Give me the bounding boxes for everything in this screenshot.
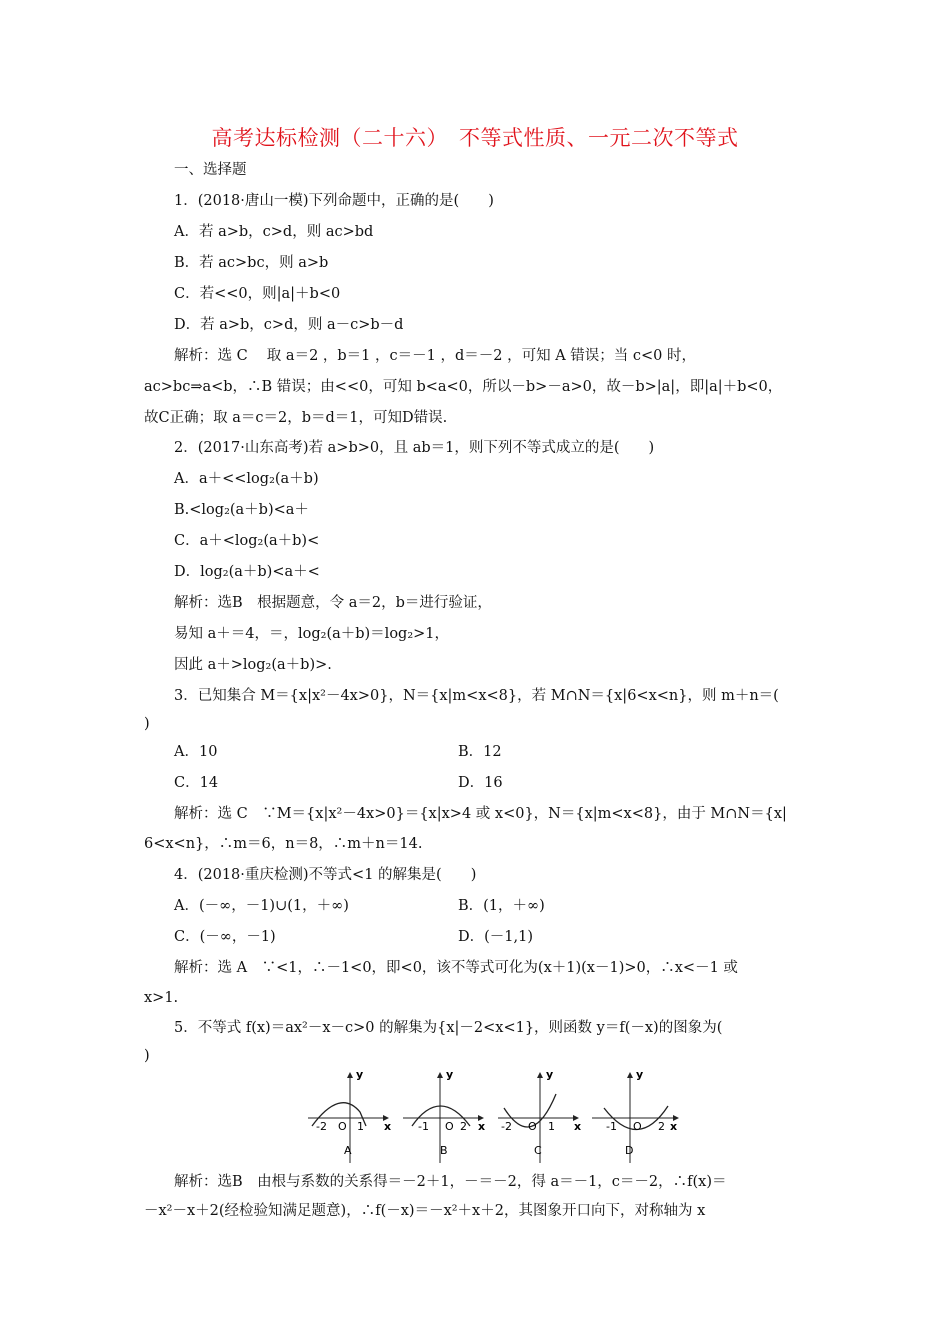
q2-solution-line: 因此 a＋>log₂(a＋b)>.: [174, 657, 332, 673]
panel-caption: D: [625, 1144, 634, 1157]
tick-label: O: [445, 1120, 454, 1133]
graph-panel-a: [308, 1068, 391, 1163]
q2-stem: 2．(2017·山东高考)若 a>b>0，且 ab＝1，则下列不等式成立的是( ): [174, 440, 655, 456]
q1-solution-line: 解析：选 C 取 a＝2 ，b＝1 ，c＝－1 ，d＝－2 ，可知 A 错误；当 c<0 时，: [174, 348, 696, 364]
q3-solution-line: 解析：选 C ∵M＝{x|x²－4x>0}＝{x|x>4 或 x<0}，N＝{x|m<x<8}，由于 M∩N＝{x|: [174, 806, 787, 822]
tick-label: -2: [316, 1120, 327, 1133]
q5-solution-line: 解析：选B 由根与系数的关系得＝－2＋1，－＝－2，得 a＝－1，c＝－2，∴f(x)＝: [174, 1174, 727, 1190]
tick-label: 2: [658, 1120, 665, 1133]
q1-option-a: A．若 a>b，c>d，则 ac>bd: [174, 224, 374, 240]
tick-label: -1: [418, 1120, 429, 1133]
q4-option-d: D．(－1,1): [458, 929, 533, 945]
tick-label: -2: [501, 1120, 512, 1133]
q2-option-d: D．log₂(a＋b)<a＋<: [174, 564, 320, 580]
q3-stem-cont: ): [144, 716, 150, 732]
section-heading: 一、选择题: [174, 162, 247, 178]
y-axis-label: y: [356, 1068, 364, 1081]
q4-stem: 4．(2018·重庆检测)不等式<1 的解集是( ): [174, 867, 477, 883]
q1-solution-line: ac>bc⇒a<b，∴B 错误；由<<0，可知 b<a<0，所以－b>－a>0，故－b>|a|，即|a|＋b<0，: [144, 379, 783, 395]
graph-panel-c: [498, 1068, 581, 1163]
q4-option-b: B．(1，＋∞): [458, 898, 545, 914]
q1-solution-line: 故C正确；取 a＝c＝2，b＝d＝1，可知D错误.: [144, 410, 448, 426]
tick-label: 1: [357, 1120, 364, 1133]
q1-option-c: C．若<<0，则|a|＋b<0: [174, 286, 341, 302]
q4-solution-line: 解析：选 A ∵<1，∴－1<0，即<0，该不等式可化为(x＋1)(x－1)>0，∴x<－1 或: [174, 960, 738, 976]
tick-label: 2: [460, 1120, 467, 1133]
y-axis-label: y: [636, 1068, 644, 1081]
q3-stem: 3．已知集合 M＝{x|x²－4x>0}，N＝{x|m<x<8}，若 M∩N＝{x|6<x<n}，则 m＋n＝(: [174, 688, 779, 704]
q1-stem: 1．(2018·唐山一模)下列命题中，正确的是( ): [174, 193, 494, 209]
q5-figure: [300, 1068, 695, 1168]
q5-graphs-svg: [300, 1068, 695, 1168]
q5-solution-line: －x²－x＋2(经检验知满足题意)，∴f(－x)＝－x²＋x＋2，其图象开口向下，对称轴为 x: [144, 1203, 706, 1219]
tick-label: -1: [606, 1120, 617, 1133]
tick-label: O: [633, 1120, 642, 1133]
q3-option-d: D．16: [458, 775, 503, 791]
page-title: 高考达标检测（二十六） 不等式性质、一元二次不等式: [211, 126, 739, 150]
graph-panel-d: [592, 1068, 678, 1163]
q1-option-d: D．若 a>b，c>d，则 a－c>b－d: [174, 317, 404, 333]
tick-label: 1: [548, 1120, 555, 1133]
tick-label: O: [528, 1120, 537, 1133]
q4-option-a: A．(－∞，－1)∪(1，＋∞): [174, 898, 349, 914]
q4-option-c: C．(－∞，－1): [174, 929, 276, 945]
panel-caption: B: [440, 1144, 448, 1157]
q3-option-a: A．10: [174, 744, 218, 760]
q2-solution-line: 解析：选B 根据题意，令 a＝2，b＝进行验证，: [174, 595, 492, 611]
x-axis-label: x: [670, 1120, 678, 1133]
panel-caption: C: [534, 1144, 542, 1157]
q3-solution-line: 6<x<n}，∴m＝6，n＝8，∴m＋n＝14.: [144, 836, 423, 852]
tick-label: O: [338, 1120, 347, 1133]
q5-stem: 5．不等式 f(x)＝ax²－x－c>0 的解集为{x|－2<x<1}，则函数 y＝f(－x)的图象为(: [174, 1020, 723, 1036]
q2-option-a: A．a＋<<log₂(a＋b): [174, 471, 319, 487]
q4-solution-line: x>1.: [144, 990, 179, 1006]
q3-option-b: B．12: [458, 744, 502, 760]
q2-solution-line: 易知 a＋＝4，＝，log₂(a＋b)＝log₂>1，: [174, 626, 450, 642]
x-axis-label: x: [478, 1120, 486, 1133]
q3-option-c: C．14: [174, 775, 219, 791]
q1-option-b: B．若 ac>bc，则 a>b: [174, 255, 329, 271]
q2-option-c: C．a＋<log₂(a＋b)<: [174, 533, 320, 549]
y-axis-label: y: [546, 1068, 554, 1081]
x-axis-label: x: [384, 1120, 392, 1133]
q5-stem-cont: ): [144, 1048, 150, 1064]
y-axis-label: y: [446, 1068, 454, 1081]
graph-panel-b: [403, 1068, 485, 1163]
panel-caption: A: [344, 1144, 352, 1157]
x-axis-label: x: [574, 1120, 582, 1133]
q2-option-b: B.<log₂(a＋b)<a＋: [174, 502, 309, 518]
